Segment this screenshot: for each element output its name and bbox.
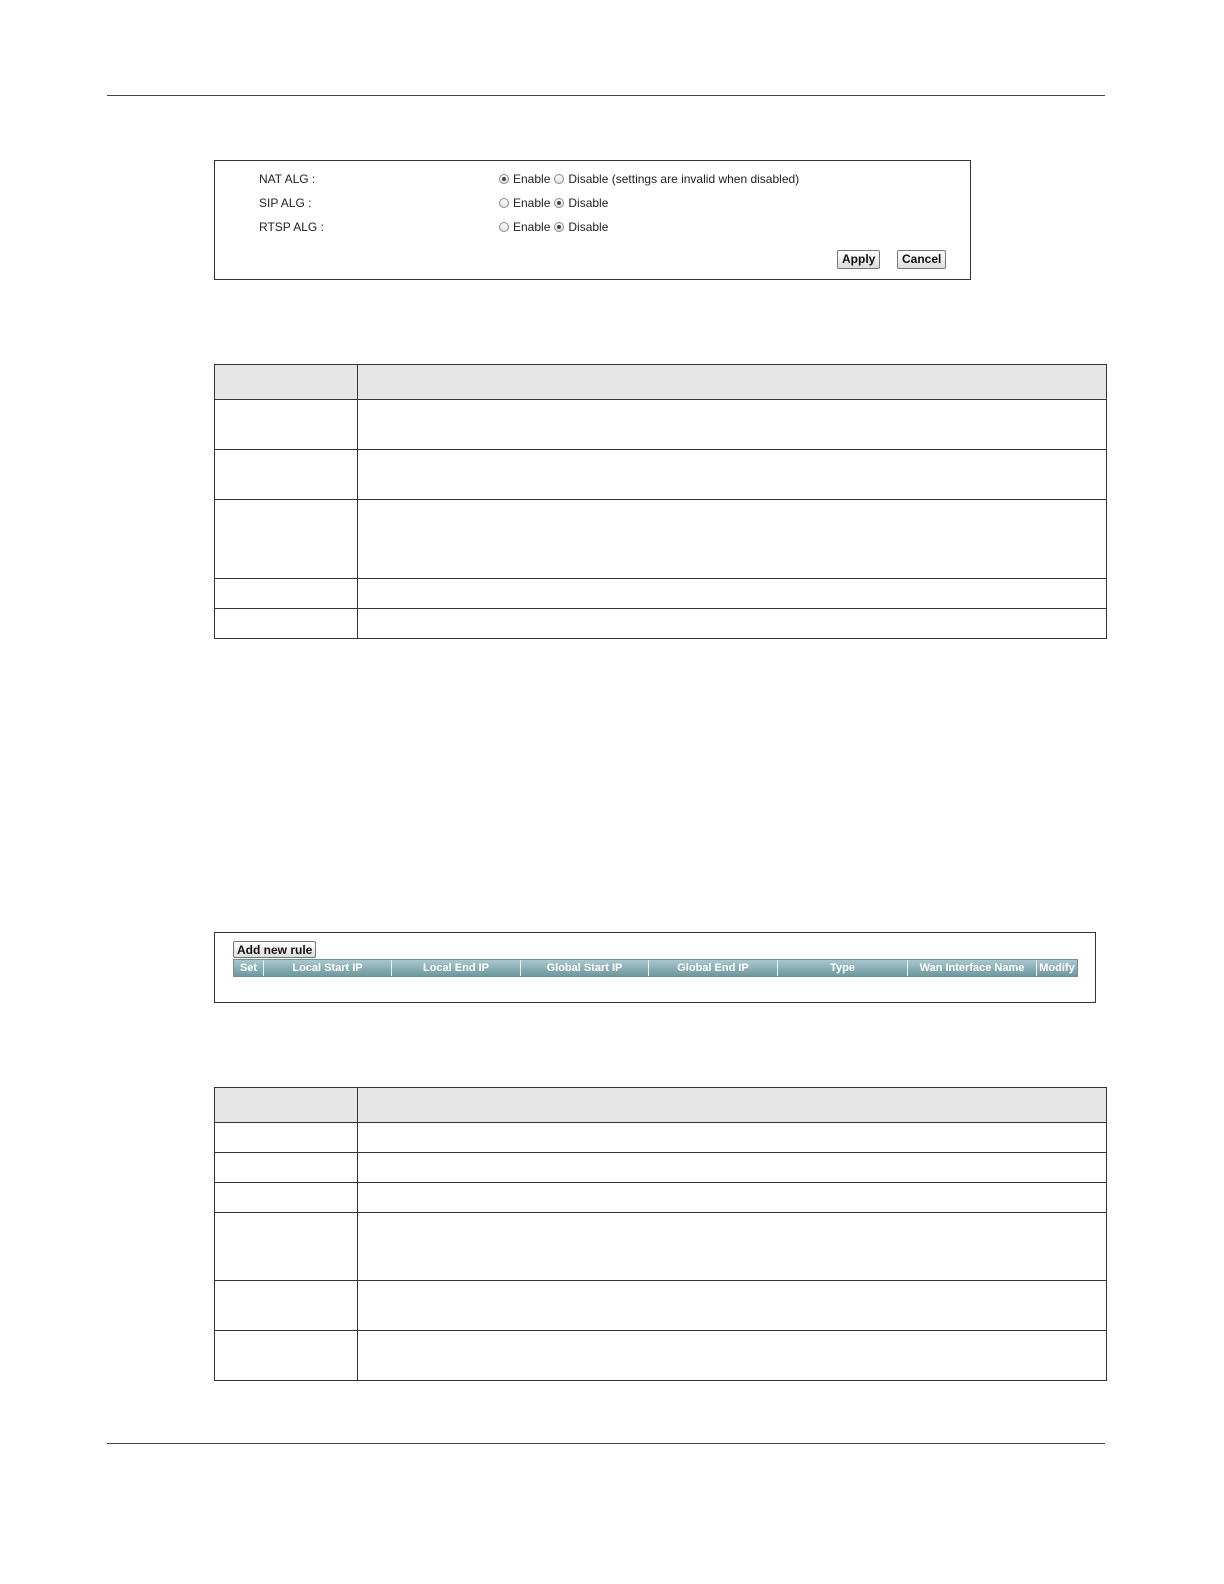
apply-button[interactable]: Apply: [837, 250, 880, 269]
table-row: [215, 1153, 1107, 1183]
col-type: Type: [778, 960, 908, 976]
alg-settings-panel: [214, 160, 971, 280]
nat-alg-enable-label: Enable: [513, 172, 551, 186]
nat-alg-options: [499, 170, 803, 188]
rtsp-alg-label: RTSP ALG :: [259, 220, 324, 234]
alg-description-table: [214, 364, 1107, 639]
rtsp-alg-enable-label: Enable: [513, 220, 551, 234]
table-row: [215, 450, 1107, 500]
table-row: [215, 500, 1107, 579]
nat-rule-panel: [214, 932, 1096, 1003]
sip-alg-disable-label: Disable: [568, 196, 609, 210]
sip-alg-enable-label: Enable: [513, 196, 551, 210]
rtsp-alg-options: [499, 218, 612, 236]
nat-alg-disable-radio[interactable]: [554, 174, 564, 184]
table-row: [215, 1123, 1107, 1153]
sip-alg-label: SIP ALG :: [259, 196, 312, 210]
rtsp-alg-disable-label: Disable: [568, 220, 609, 234]
table-header-row: [215, 365, 1107, 400]
col-wan-interface-name: Wan Interface Name: [908, 960, 1037, 976]
nat-alg-row: [215, 170, 970, 188]
table-row: [215, 609, 1107, 639]
nat-alg-enable-radio[interactable]: [499, 174, 509, 184]
rtsp-alg-row: [215, 218, 970, 236]
table-row: [215, 1183, 1107, 1213]
col-local-start-ip: Local Start IP: [264, 960, 392, 976]
top-divider: [107, 95, 1105, 96]
col-modify: Modify: [1037, 960, 1077, 976]
col-global-end-ip: Global End IP: [649, 960, 778, 976]
sip-alg-enable-radio[interactable]: [499, 198, 509, 208]
nat-alg-label: NAT ALG :: [259, 172, 316, 186]
table-row: [215, 1281, 1107, 1331]
bottom-divider: [107, 1443, 1105, 1444]
table-header-row: [215, 1088, 1107, 1123]
table-row: [215, 400, 1107, 450]
table-row: [215, 1213, 1107, 1281]
rtsp-alg-enable-radio[interactable]: [499, 222, 509, 232]
rtsp-alg-disable-radio[interactable]: [554, 222, 564, 232]
nat-alg-disable-label: Disable (settings are invalid when disabled): [568, 172, 800, 186]
col-global-start-ip: Global Start IP: [521, 960, 649, 976]
sip-alg-disable-radio[interactable]: [554, 198, 564, 208]
add-new-rule-button[interactable]: Add new rule: [233, 941, 316, 958]
sip-alg-options: [499, 194, 612, 212]
table-row: [215, 1331, 1107, 1381]
table-row: [215, 579, 1107, 609]
cancel-button[interactable]: Cancel: [897, 250, 946, 269]
col-local-end-ip: Local End IP: [392, 960, 521, 976]
nat-rule-description-table: [214, 1087, 1107, 1381]
rule-table-header: [233, 959, 1078, 977]
col-set: Set: [234, 960, 264, 976]
sip-alg-row: [215, 194, 970, 212]
